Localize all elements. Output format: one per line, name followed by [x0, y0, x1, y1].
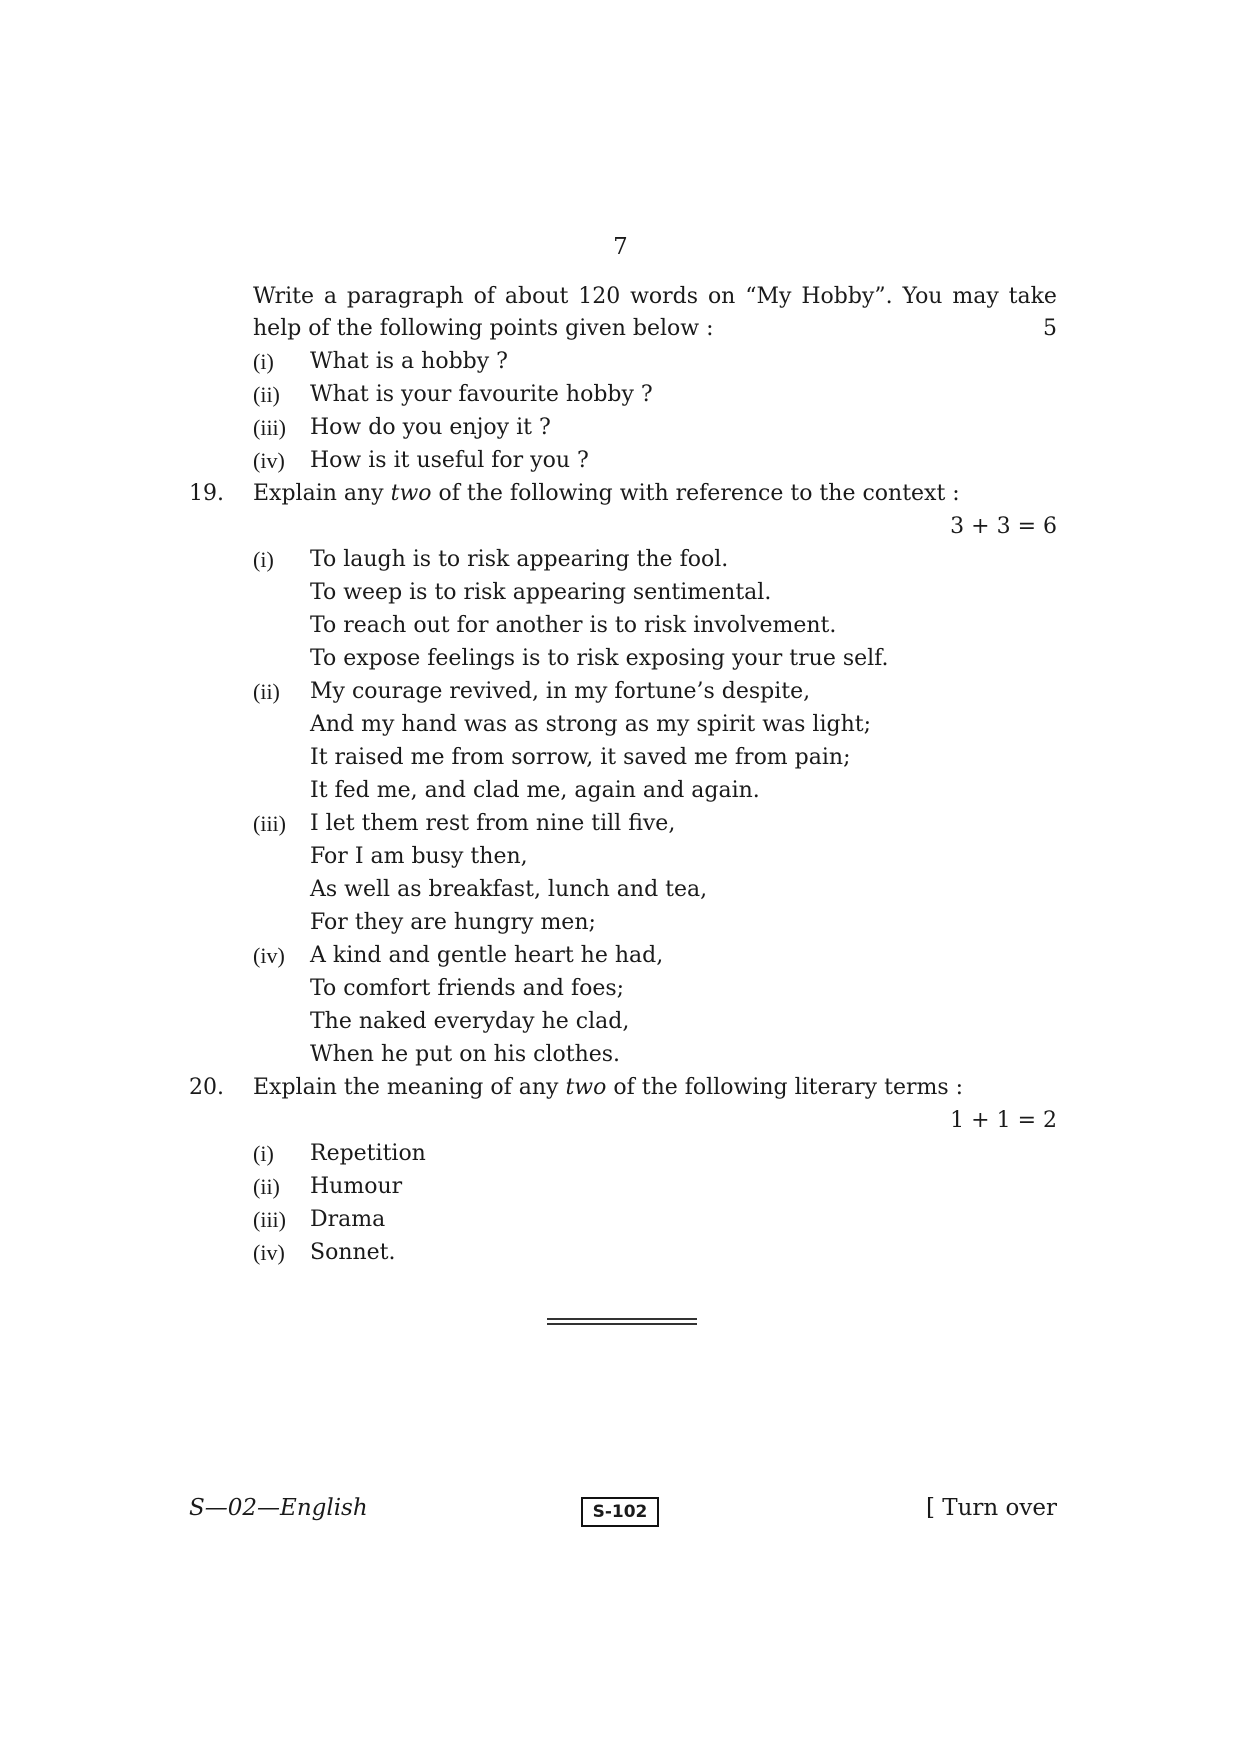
- extract-line: [189, 906, 1057, 939]
- word: may: [952, 284, 999, 309]
- term-line: [189, 1236, 1057, 1269]
- word: You: [902, 284, 943, 309]
- text-emphasis: two: [565, 1075, 607, 1100]
- extract-text: As well as breakfast, lunch and tea,: [310, 877, 708, 902]
- text-part: of the following with reference to the context :: [431, 481, 960, 506]
- point-marker: (iii): [253, 415, 286, 440]
- term-text: Humour: [310, 1174, 403, 1199]
- extract-marker: (iv): [253, 943, 285, 968]
- extract-text: For they are hungry men;: [310, 910, 596, 935]
- extract-text: To laugh is to risk appearing the fool.: [310, 547, 729, 572]
- term-text: Sonnet.: [310, 1240, 396, 1265]
- q18-line-2: [189, 313, 1057, 345]
- word: “My: [745, 284, 792, 309]
- extract-text: To expose feelings is to risk exposing your true self.: [310, 646, 889, 671]
- extract-line: [189, 840, 1057, 873]
- term-text: Repetition: [310, 1141, 426, 1166]
- q19-marks-line: [189, 510, 1057, 543]
- word: on: [707, 284, 736, 309]
- q18-line-1: [253, 281, 1057, 313]
- point-marker: (ii): [253, 382, 280, 407]
- extract-marker: (ii): [253, 679, 280, 704]
- word: take: [1008, 284, 1057, 309]
- word: about: [504, 284, 569, 309]
- extract-line: [189, 741, 1057, 774]
- extract-line: [189, 708, 1057, 741]
- text-part: Explain any: [253, 481, 391, 506]
- footer-turn-over: [ Turn over: [925, 1495, 1057, 1521]
- footer-paper-code: S—02—English: [189, 1495, 368, 1521]
- extract-line: [189, 774, 1057, 807]
- word: Write: [253, 284, 315, 309]
- word: paragraph: [346, 284, 464, 309]
- extract-text: A kind and gentle heart he had,: [310, 943, 664, 968]
- q18-point: [189, 411, 1057, 444]
- extract-line: [189, 807, 1057, 840]
- term-line: [189, 1137, 1057, 1170]
- extract-text: It fed me, and clad me, again and again.: [310, 778, 760, 803]
- extract-text: My courage revived, in my fortune’s despite,: [310, 679, 811, 704]
- extract-text: And my hand was as strong as my spirit was light;: [310, 712, 871, 737]
- question-number: 19.: [189, 481, 224, 506]
- question-text: [253, 477, 960, 510]
- extract-text: When he put on his clothes.: [310, 1042, 621, 1067]
- extract-line: [189, 609, 1057, 642]
- q20-marks-line: [189, 1104, 1057, 1137]
- q20-marks: 1 + 1 = 2: [950, 1108, 1057, 1133]
- footer-series-box: S-102: [581, 1497, 659, 1527]
- term-marker: (iii): [253, 1207, 286, 1232]
- extract-marker: (iii): [253, 811, 286, 836]
- point-text: How do you enjoy it ?: [310, 415, 551, 440]
- text-emphasis: two: [390, 481, 432, 506]
- q18-point: [189, 444, 1057, 477]
- term-marker: (ii): [253, 1174, 280, 1199]
- q18-point: [189, 378, 1057, 411]
- point-text: How is it useful for you ?: [310, 448, 589, 473]
- question-text: [253, 1071, 963, 1104]
- term-marker: (i): [253, 1141, 274, 1166]
- text-part: of the following literary terms :: [606, 1075, 964, 1100]
- word: Hobby”.: [801, 284, 893, 309]
- q20-heading: [189, 1071, 1057, 1104]
- term-text: Drama: [310, 1207, 386, 1232]
- q18-instruction-text: help of the following points given below :: [253, 316, 714, 341]
- question-number: 20.: [189, 1075, 224, 1100]
- extract-text: To reach out for another is to risk involvement.: [310, 613, 837, 638]
- extract-line: [189, 873, 1057, 906]
- extract-line: [189, 939, 1057, 972]
- extract-text: To comfort friends and foes;: [310, 976, 625, 1001]
- word: 120: [578, 284, 621, 309]
- extract-text: The naked everyday he clad,: [310, 1009, 630, 1034]
- point-marker: (iv): [253, 448, 285, 473]
- word: of: [473, 284, 495, 309]
- q19-heading: [189, 477, 1057, 510]
- extract-line: [189, 1005, 1057, 1038]
- point-marker: (i): [253, 349, 274, 374]
- end-divider: [547, 1318, 697, 1325]
- extract-line: [189, 576, 1057, 609]
- point-text: What is a hobby ?: [310, 349, 508, 374]
- extract-line: [189, 675, 1057, 708]
- word: a: [323, 284, 338, 309]
- q19-marks: 3 + 3 = 6: [950, 514, 1057, 539]
- text-part: Explain the meaning of any: [253, 1075, 566, 1100]
- question-content: [189, 281, 1057, 1269]
- term-line: [189, 1203, 1057, 1236]
- q18-marks: 5: [1043, 316, 1057, 341]
- extract-marker: (i): [253, 547, 274, 572]
- extract-line: [189, 543, 1057, 576]
- extract-text: I let them rest from nine till five,: [310, 811, 676, 836]
- point-text: What is your favourite hobby ?: [310, 382, 653, 407]
- extract-text: It raised me from sorrow, it saved me from pain;: [310, 745, 851, 770]
- extract-line: [189, 1038, 1057, 1071]
- extract-line: [189, 972, 1057, 1005]
- extract-line: [189, 642, 1057, 675]
- word: words: [630, 284, 699, 309]
- term-marker: (iv): [253, 1240, 285, 1265]
- extract-text: To weep is to risk appearing sentimental.: [310, 580, 772, 605]
- q18-point: [189, 345, 1057, 378]
- page-number: 7: [613, 234, 628, 260]
- term-line: [189, 1170, 1057, 1203]
- extract-text: For I am busy then,: [310, 844, 528, 869]
